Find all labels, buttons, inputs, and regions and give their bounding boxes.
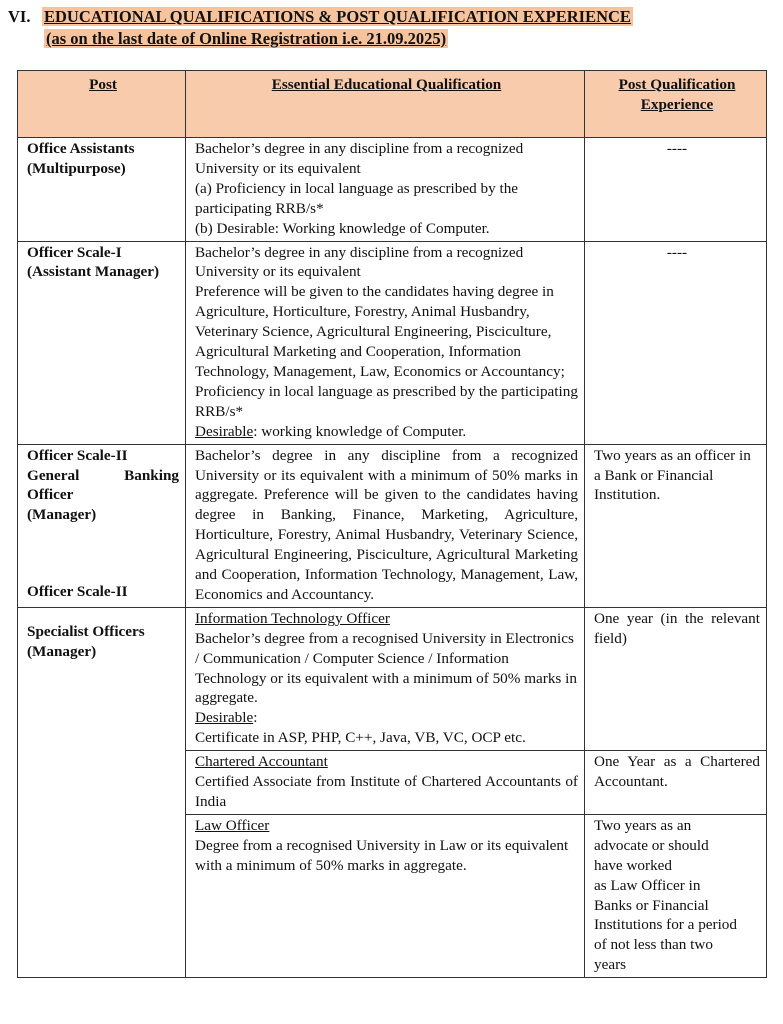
header-post: Post [18, 71, 186, 138]
qualification-cell [186, 814, 585, 977]
post-line: General Banking Officer [27, 466, 179, 504]
post-cell: Office Assistants (Multipurpose) [18, 138, 186, 242]
post-line: Officer Scale-II [27, 583, 128, 600]
post-line: (Manager) [27, 642, 97, 660]
qualification-cell [186, 241, 585, 444]
table-row [18, 607, 767, 750]
desirable-text: : working knowledge of Computer. [253, 422, 467, 440]
table-row [18, 241, 767, 444]
qualification-line: Bachelor’s degree in any discipline from a recognized University or its equivalent [195, 140, 524, 177]
qualification-cell [186, 607, 585, 750]
post-cell [18, 583, 186, 977]
post-cell: Officer Scale-I (Assistant Manager) [18, 241, 186, 444]
post-line: (Manager) [27, 506, 97, 524]
desirable-label: Desirable [195, 422, 254, 440]
qualification-line: (a) Proficiency in local language as prescribed by the participating RRB/s* [195, 179, 519, 217]
role-title: Chartered Accountant [195, 753, 328, 771]
header-experience: Post Qualification Experience [585, 71, 767, 138]
qualification-cell [186, 751, 585, 815]
section-title: EDUCATIONAL QUALIFICATIONS & POST QUALIFICATION EXPERIENCE [44, 7, 631, 26]
qualification-cell [186, 138, 585, 242]
role-title: Law Officer [195, 816, 270, 834]
experience-cell: Two years as an advocate or should have worked as Law Officer in Banks or Financial Institutions for a period of not less than two years [585, 814, 767, 977]
qualification-cell: Bachelor’s degree in any discipline from a recognized University or its equivalent with a minimum of 50% marks in aggregate. Preference will be given to the candidates having degree in Banking, Finance, Marketing, Agriculture, Horticulture, Forestry, Animal Husbandry, Veterinary Science, Agricultural Engineering, Pisciculture, Agricultural Marketing and Cooperation, Information Technology, Management, Law, Economics and Accountancy. [186, 444, 585, 607]
desirable-line [195, 422, 578, 442]
desirable-colon: : [253, 709, 258, 727]
qualification-line: Proficiency in local language as prescribed by the participating RRB/s* [195, 382, 578, 420]
qualification-line: Certified Associate from Institute of Chartered Accountants of India [195, 773, 578, 810]
qualification-line: Preference will be given to the candidates having degree in Agriculture, Horticulture, Forestry, Animal Husbandry, Veterinary Science, Agricultural Engineering, Pisciculture, Agricultural Marketing and Cooperation, Information Technology, Management, Law, Economics or Accountancy; [195, 283, 565, 380]
experience-cell: One year (in the relevant field) [585, 607, 767, 750]
header-qualification: Essential Educational Qualification [186, 71, 585, 138]
qualification-line: Bachelor’s degree in any discipline from a recognized University or its equivalent [195, 243, 524, 281]
desirable-label: Desirable [195, 709, 254, 727]
experience-cell: ---- [585, 138, 767, 242]
post-line: Specialist Officers [27, 622, 145, 640]
table-header-row [18, 71, 767, 138]
desirable-text: Certificate in ASP, PHP, C++, Java, VB, VC, OCP etc. [195, 729, 526, 747]
table-row [18, 138, 767, 242]
section-number: VI. [8, 7, 31, 26]
qualifications-table [17, 70, 767, 978]
section-subtitle: (as on the last date of Online Registration i.e. 21.09.2025) [46, 29, 447, 48]
desirable-line [195, 708, 578, 728]
post-line: Officer Scale-II [27, 446, 128, 464]
experience-cell: Two years as an officer in a Bank or Financial Institution. [585, 444, 767, 607]
qualification-line: Bachelor’s degree from a recognised University in Electronics / Communication / Computer Science / Information Technology or its equivalent with a minimum of 50% marks in aggregate. [195, 629, 577, 707]
experience-cell: One Year as a Chartered Accountant. [585, 751, 767, 815]
section-heading [8, 6, 633, 50]
qualification-line: Degree from a recognised University in Law or its equivalent with a minimum of 50% marks in aggregate. [195, 836, 569, 874]
experience-cell: ---- [585, 241, 767, 444]
qualification-line: (b) Desirable: Working knowledge of Computer. [195, 219, 490, 237]
role-title: Information Technology Officer [195, 609, 390, 627]
